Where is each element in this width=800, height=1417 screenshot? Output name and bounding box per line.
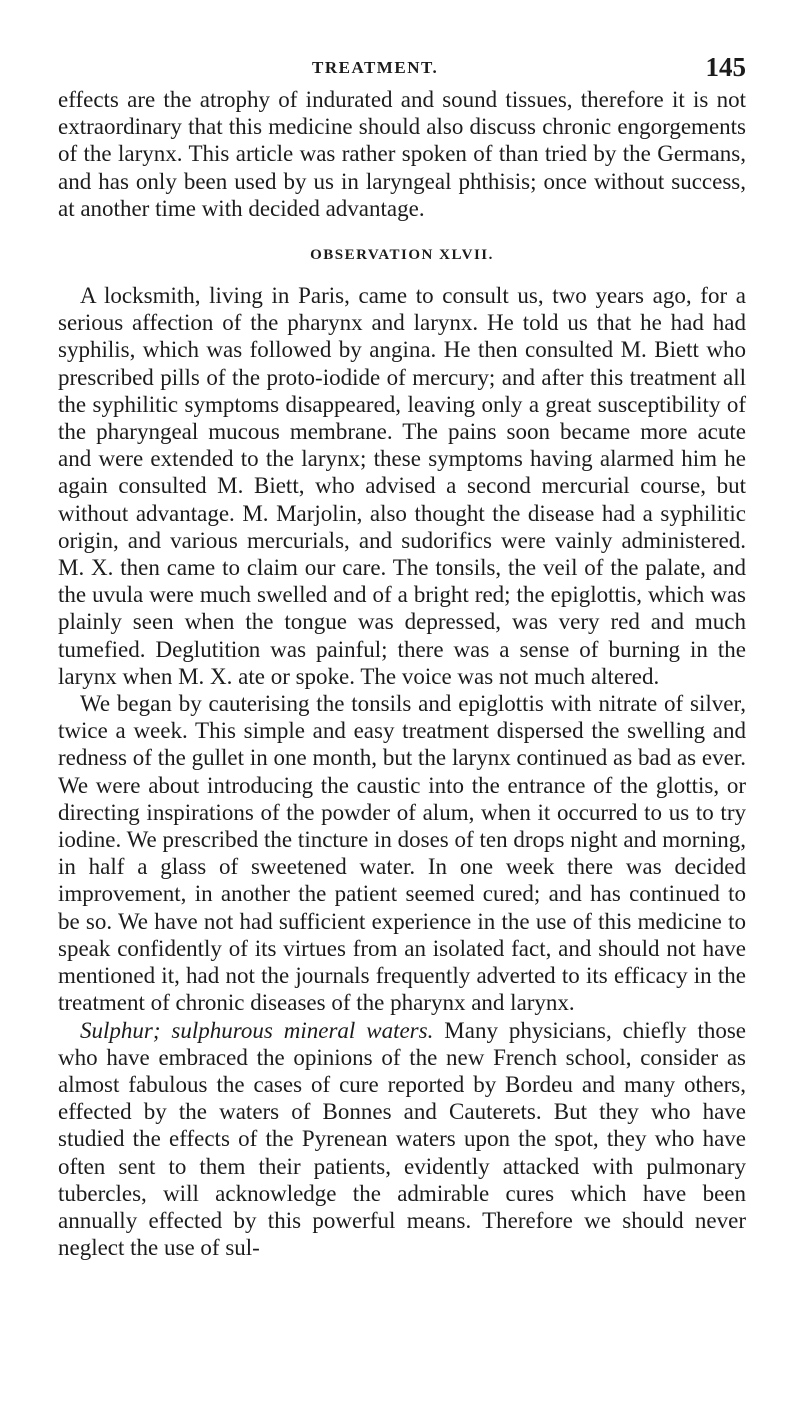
sulphur-paragraph-text: Many physicians, chiefly those who have embraced the opinions of the new French school, consider as almost fabulous the cases of cure reported by Bordeu and many others, effected by the waters of Bonnes and Cauterets. But they who have studied the effects of the Pyrenean waters upon the spot, they who have often sent to them their patients, evidently attacked with pulmonary tubercles, will acknowledge the admirable cures which have been annually effected by this powerful means. Therefore we should never neglect the use of sul- — [58, 1017, 746, 1261]
opening-paragraph: effects are the atrophy of indurated and sound tissues, therefore it is not extraordinary that this medicine should also discuss chronic engorgements of the larynx. This article was rather spoken of than tried by the Germans, and has only been used by us in laryngeal phthisis; once without success, at another time with decided advantage. — [58, 87, 746, 221]
observation-paragraph-2: We began by cauterising the tonsils and epiglottis with nitrate of silver, twice a week. This simple and easy treatment dispersed the swelling and redness of the gullet in one month, but the larynx continued as bad as ever. We were about introducing the caustic into the entrance of the glottis, or directing inspirations of the powder of alum, when it occurred to us to try iodine. We prescribed the tincture in doses of ten drops night and morning, in half a glass of sweetened water. In one week there was decided improvement, in another the patient seemed cured; and has continued to be so. We have not had sufficient experience in the use of this medicine to speak confidently of its virtues from an isolated fact, and should not have mentioned it, had not the journals frequently adverted to its efficacy in the treatment of chronic diseases of the pharynx and larynx. — [58, 691, 746, 1016]
book-page — [58, 54, 746, 1261]
running-head — [58, 54, 746, 86]
sulphur-paragraph — [58, 1017, 746, 1262]
page-number: 145 — [705, 52, 746, 82]
observation-heading: OBSERVATION XLVII. — [310, 247, 494, 264]
sulphur-italic-lead: Sulphur; sulphurous mineral waters. — [80, 1017, 434, 1043]
running-title: TREATMENT. — [312, 58, 439, 77]
observation-paragraph-1: A locksmith, living in Paris, came to consult us, two years ago, for a serious affection of the pharynx and larynx. He told us that he had had syphilis, which was followed by angina. He then consulted M. Biett who prescribed pills of the proto-iodide of mercury; and after this treatment all the syphilitic symptoms disappeared, leaving only a great susceptibility of the pharyngeal mucous membrane. The pains soon became more acute and were extended to the larynx; these symptoms having alarmed him he again consulted M. Biett, who advised a second mercurial course, but without advantage. M. Marjolin, also thought the disease had a syphilitic origin, and various mercurials, and sudorifics were vainly administered. M. X. then came to claim our care. The tonsils, the veil of the palate, and the uvula were much swelled and of a bright red; the epiglottis, which was plainly seen when the tongue was depressed, was very red and much tumefied. Deglutition was painful; there was a sense of burning in the larynx when M. X. ate or spoke. The voice was not much altered. — [58, 283, 746, 689]
